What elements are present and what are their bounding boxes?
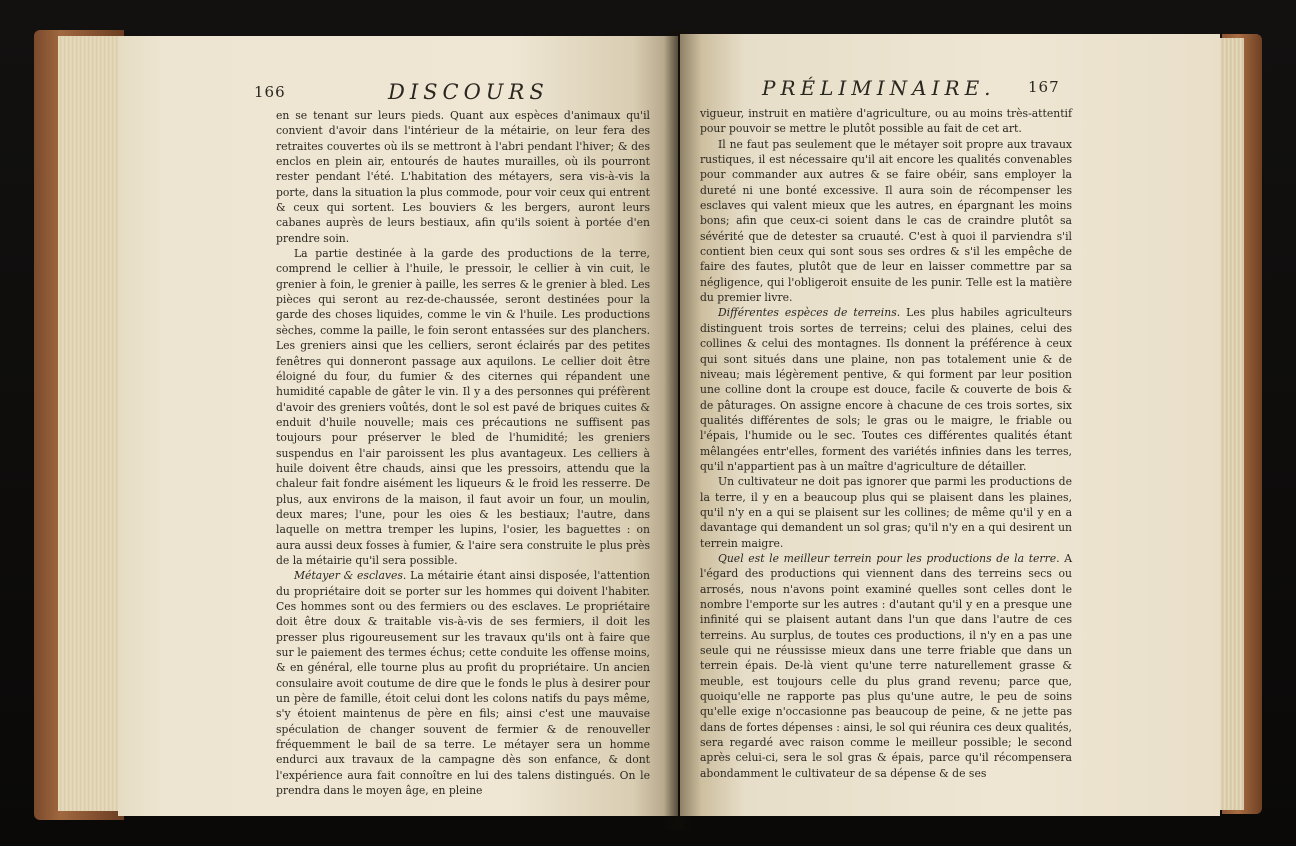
page-edges-left — [58, 36, 120, 811]
left-paragraph-2: La partie destinée à la garde des productions de la terre, comprend le cellier à l'huile, le pressoir, le cellier à vin cuit, le grenier à foin, le grenier à paille, les serres & le grenier à bled. Les pièces qui seront au rez-de-chaussée, seront destinées pour la garde des choses liquides, comme le vin & l'huile. Les productions sèches, comme la paille, le foin seront entassées sur des planchers. Les greniers ainsi que les celliers, seront éclairés par des petites fenêtres qui donneront passage aux aquilons. Le cellier doit être éloigné du four, du fumier & des citernes qui répandent une humidité capable de gâter le vin. Il y a des personnes qui préfèrent d'avoir des greniers voûtés, dont le sol est pavé de briques cuites & enduit d'huile nouvelle; mais ces précautions ne suffisent pas toujours pour préserver le bled de l'humidité; les greniers suspendus en l'air paroissent les plus avantageux. Les celliers à huile doivent être chauds, ainsi que les pressoirs, attendu que la chaleur fait fondre aisément les liqueurs & le froid les resserre. De plus, aux environs de la maison, il faut avoir un four, un moulin, deux mares; l'une, pour les oies & les bestiaux; l'autre, dans laquelle on mettra tremper les lupins, l'osier, les baguettes : on aura aussi deux fosses à fumier, & l'aire sera construite le plus près de la métairie qu'il sera possible. — [276, 247, 650, 567]
right-paragraph-2: Il ne faut pas seulement que le métayer soit propre aux travaux rustiques, il est nécessaire qu'il ait encore les qualités convenables pour commander aux autres & se faire obéir, sans employer la dureté ni une bonté excessive. Il aura soin de récompenser les esclaves qui valent mieux que les autres, en épargnant les moins bons; afin que ceux-ci soient dans le cas de craindre plutôt sa sévérité que de detester sa cruauté. C'est à quoi il parviendra s'il contient bien ceux qui sont sous ses ordres & s'il les empêche de faire des fautes, plutôt que de leur en laisser commettre par sa négligence, qui l'obligeroit ensuite de les punir. Telle est la matière du premier livre. — [700, 137, 1072, 305]
left-page-number: 166 — [254, 83, 286, 101]
right-paragraph-1: vigueur, instruit en matière d'agriculture, ou au moins très-attentif pour pouvoir se mettre le plutôt possible au fait de cet art. — [700, 107, 1072, 136]
left-paragraph-3: Métayer & esclaves. La métairie étant ainsi disposée, l'attention du propriétaire doit se porter sur les hommes qui doivent l'habiter. Ces hommes sont ou des fermiers ou des esclaves. Le propriétaire doit être doux & traitable vis-à-vis de ses fermiers, il doit les presser plus rigoureusement sur les travaux qu'ils ont à faire que sur le paiement des termes échus; cette conduite les offense moins, & en général, elle tourne plus au profit du propriétaire. Un ancien consulaire avoit coutume de dire que le fonds le plus à desirer pour un père de famille, étoit celui dont les colons natifs du pays même, s'y étoient maintenus de père en fils; ainsi c'est une mauvaise spéculation de changer souvent de fermier & de renouveller fréquemment le bail de sa terre. Le métayer sera un homme endurci aux travaux de la campagne dès son enfance, & dont l'expérience aura fait connoître en lui des talens distingués. On le prendra dans le moyen âge, en pleine — [276, 569, 650, 798]
right-paragraph-4: Un cultivateur ne doit pas ignorer que parmi les productions de la terre, il y en a beaucoup plus qui se plaisent dans les plaines, qu'il n'y en a qui se plaisent sur les collines; de même qu'il y en a davantage qui demandent un sol gras; qu'il n'y en a qui desirent un terrein maigre. — [700, 475, 1072, 550]
left-body-text — [276, 108, 650, 798]
right-running-head: PRÉLIMINAIRE. — [762, 76, 996, 100]
right-paragraph-5: Quel est le meilleur terrein pour les productions de la terre. A l'égard des productions qui viennent dans des terreins secs ou arrosés, nous n'avons point examiné quelles sont celles dont le nombre l'emporte sur les autres : d'autant qu'il y en a presque une infinité qui se plaisent autant dans l'un que dans l'autre de ces terreins. Au surplus, de toutes ces productions, il n'y en a pas une seule qui ne réussisse mieux dans une terre friable que dans un terrein épais. De-là vient qu'une terre naturellement grasse & meuble, est toujours celle du plus grand revenu; parce que, quoiqu'elle ne rapporte pas plus qu'une autre, le peu de soins qu'elle exige n'occasionne pas beaucoup de peine, & ne jette pas dans de fortes dépenses : ainsi, le sol qui réunira ces deux qualités, sera regardé avec raison comme le meilleur possible; le second après celui-ci, sera le sol gras & épais, parce qu'il récompensera abondamment le cultivateur de sa dépense & de ses — [700, 551, 1072, 780]
left-subtitle-metayer: Métayer & esclaves. — [294, 569, 407, 583]
left-page — [118, 36, 678, 816]
left-running-head: DISCOURS — [388, 80, 549, 104]
right-page-number: 167 — [1028, 78, 1060, 96]
right-paragraph-3: Différentes espèces de terreins. Les plus habiles agriculteurs distinguent trois sortes de terreins; celui des plaines, celui des collines & celui des montagnes. Ils donnent la préférence à ceux qui sont situés dans une plaine, non pas totalement unie & de niveau; mais légèrement pentive, & qui forment par leur position une colline dont la croupe est douce, facile & couverte de bois & de pâturages. On assigne encore à chacune de ces trois sortes, six qualités différentes de sols; le gras ou le maigre, le friable ou l'épais, l'humide ou le sec. Toutes ces différentes qualités étant mêlangées entr'elles, forment des variétés infinies dans les terres, qu'il n'appartient pas à un maître d'agriculture de détailler. — [700, 306, 1072, 473]
right-subtitle-meilleur-terrein: Quel est le meilleur terrein pour les productions de la terre. — [718, 551, 1060, 565]
right-subtitle-terreins: Différentes espèces de terreins. — [718, 306, 901, 320]
left-paragraph-1: en se tenant sur leurs pieds. Quant aux espèces d'animaux qu'il convient d'avoir dans l'intérieur de la métairie, on leur fera des retraites couvertes où ils se mettront à l'abri pendant l'hiver; & des enclos en plein air, entourés de hautes murailles, où ils pourront rester pendant l'été. L'habitation des métayers, sera vis-à-vis la porte, dans la situation la plus commode, pour voir ceux qui entrent & ceux qui sortent. Les bouviers & les bergers, auront leurs cabanes auprès de leurs bestiaux, afin qu'ils soient à portée d'en prendre soin. — [276, 109, 650, 245]
right-page — [680, 34, 1220, 816]
right-body-text — [700, 106, 1072, 781]
